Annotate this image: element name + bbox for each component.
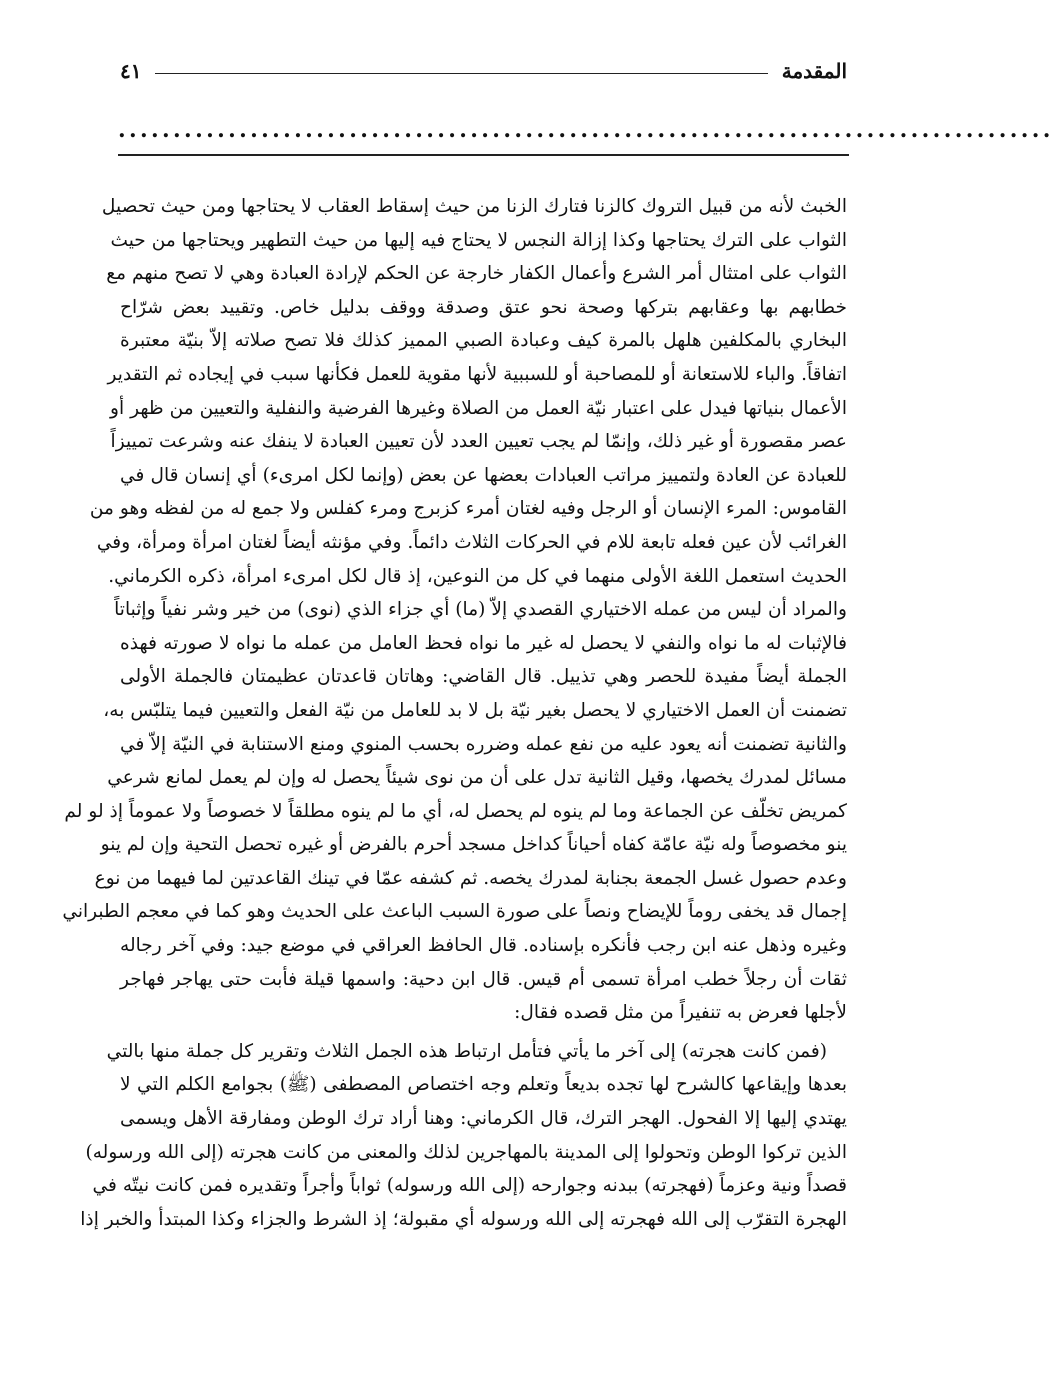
text-line: خطابهم بها وعقابهم بتركها وصحة نحو عتق وصدقة ووقف بدليل خاص. وتقييد بعض شرّاح	[120, 296, 847, 318]
text-line: قصداً ونية وعزماً (فهجرته) ببدنه وجوارحه (إلى الله ورسوله) ثواباً وأجراً وتقديره فمن كانت نيتّه في	[92, 1175, 847, 1197]
text-line: والثانية تضمنت أنه يعود عليه من نفع عمله وضرره بحسب المنوي ومنع الاستنابة في النيّة إلاّ في	[120, 733, 847, 755]
section-title: المقدمة	[781, 59, 847, 83]
text-line: يهتدي إليها إلا الفحول. الهجر الترك، قال الكرماني: وهنا أراد ترك الوطن ومفارقة الأهل ويسمى	[120, 1108, 847, 1130]
text-line: عصر مقصورة أو غير ذلك، وإنمّا لم يجب تعيين العدد لأن تعيين العبادة لا ينفك عنه وشرعت تمييزاً	[110, 431, 847, 453]
text-line: ينو مخصوصاً وله نيّة عامّة كفاه أحياناً كداخل مسجد أحرم بالفرض أو غيره تحصل التحية وإن لم ينو	[100, 834, 847, 856]
text-line: الحديث استعمل اللغة الأولى منهما في كل من النوعين، إذ قال لكل امرىء امرأة، ذكره الكرماني.	[108, 565, 847, 587]
text-line: الهجرة التقرّب إلى الله فهجرته إلى الله ورسوله أي مقبولة؛ إذ الشرط والجزاء وكذا المبتدأ والخبر إذا	[80, 1208, 847, 1230]
text-line: الثواب على امتثال أمر الشرع وأعمال الكفار خارجة عن الحكم لإرادة العبادة وهي لا تصح منهم مع	[106, 263, 847, 285]
dotted-separator: .....................................................................................	[118, 117, 1054, 143]
text-line: (فمن كانت هجرته) إلى آخر ما يأتي فتأمل ارتباط هذه الجمل الثلاث وتقرير كل جملة منها بالتي	[106, 1040, 827, 1062]
text-line: كمريض تخلّف عن الجماعة وما لم ينوه لم يحصل له، أي ما لم ينوه مطلقاً لا خصوصاً ولا عموماً إذ لو لم	[64, 800, 847, 822]
text-line: مسائل لمدرك يخصها، وقيل الثانية تدل على أن من نوى شيئاً يحصل له وإن لم يعمل لمانع شرعي	[107, 767, 847, 789]
text-line: البخاري بالمكلفين هلهل بالمرة كيف وعبادة الصبي المميز كذلك فلا تصح صلاته إلاّ بنيّة معتبرة	[120, 330, 847, 352]
page-number: ٤١	[120, 59, 142, 83]
text-line: الذين تركوا الوطن وتحولوا إلى المدينة بالمهاجرين لذلك والمعنى من كانت هجرته (إلى الله ورسوله)	[85, 1141, 847, 1163]
text-line: للعبادة عن العادة ولتمييز مراتب العبادات بعضها عن بعض (وإنما لكل امرىء) أي إنسان قال في	[120, 464, 847, 486]
body-text	[62, 190, 847, 1236]
text-line: لأجلها فعرض به تنفيراً من مثل قصده فقال:	[514, 1002, 847, 1024]
text-line: الغرائب لأن عين فعله تابعة للام في الحركات الثلاث دائماً. وفي مؤنثه أيضاً لغتان امرأة ومرأة، وفي	[96, 531, 847, 553]
text-line: إجمال قد يخفى روماً للإيضاح ونصاً على صورة السبب الباعث على الحديث وهو كما في معجم الطبراني	[62, 901, 847, 923]
text-line: وغيره وذهل عنه ابن رجب فأنكره بإسناده. قال الحافظ العراقي في موضع جيد: وفي آخر رجاله	[120, 935, 847, 957]
page-header	[120, 54, 847, 88]
paragraph-2	[80, 1035, 847, 1237]
separator-rule	[118, 154, 849, 156]
header-rule	[155, 73, 767, 74]
text-line: الأعمال بنياتها فيدل على اعتبار نيّة العمل من الصلاة وغيرها الفرضية والنفلية والتعيين من ظهر أو	[110, 397, 847, 419]
text-line: اتفاقاً. والباء للاستعانة أو للمصاحبة أو للسببية لأنها مقوية للعمل فكأنها سبب في إيجاده ثم التقدير	[107, 363, 847, 385]
paragraph-1	[62, 190, 847, 1030]
text-line: تضمنت أن العمل الاختياري لا يحصل بغير نيّة بل لا بد للعامل من نيّة الفعل والتعيين فيما يتلبّس به،	[103, 699, 847, 721]
text-line: الخبث لأنه من قبيل التروك كالزنا فتارك الزنا من حيث إسقاط العقاب لا يحتاجها ومن حيث تحصيل	[101, 196, 847, 217]
text-line: ثقات أن رجلاً خطب امرأة تسمى أم قيس. قال ابن دحية: واسمها قيلة فأبت حتى يهاجر فهاجر	[120, 968, 847, 990]
text-line: بعدها وإيقاعها كالشرح لها تجده بديعاً وتعلم وجه اختصاص المصطفى (ﷺ) بجوامع الكلم التي لا	[120, 1074, 847, 1096]
text-line: الثواب على الترك يحتاجها وكذا إزالة النجس لا يحتاج فيه إليها من حيث التطهير ويحتاجها من حيث	[110, 229, 847, 251]
text-line: فالإثبات له ما نواه والنفي لا يحصل له غير ما نواه فحظ العامل من عمله ما نواه لا صورته فهذه	[120, 632, 847, 654]
text-line: والمراد أن ليس من عمله الاختياري القصدي إلاّ (ما) أي جزاء الذي (نوى) من خير وشر نفياً وإثباتاً	[114, 599, 847, 621]
text-line: وعدم حصول غسل الجمعة بجنابة لمدرك يخصه. ثم كشفه عمّا في تينك القاعدتين لما فيهما من نوع	[94, 867, 847, 889]
text-line: القاموس: المرء الإنسان أو الرجل وفيه لغتان أمرء كزبرج ومرء كفلس ولا جمع له من لفظه وهو من	[89, 498, 847, 520]
text-line: الجملة أيضاً مفيدة للحصر وهي تذييل. قال القاضي: وهاتان قاعدتان عظيمتان فالجملة الأولى	[120, 666, 847, 688]
